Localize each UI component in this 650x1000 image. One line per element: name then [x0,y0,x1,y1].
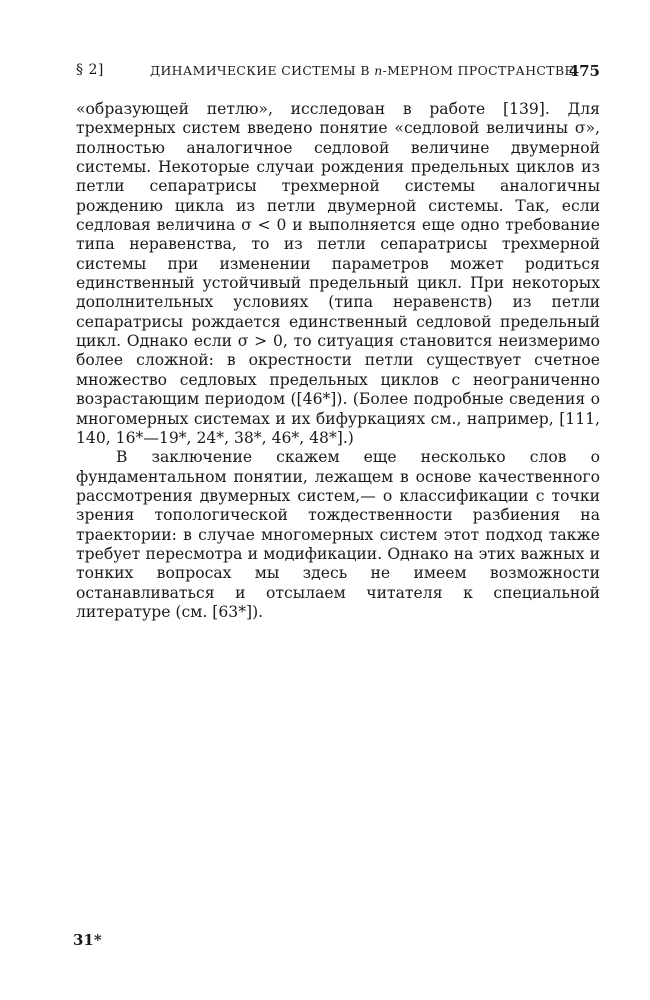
running-title [150,63,574,78]
running-title-part-2: -МЕРНОМ ПРОСТРАНСТВЕ [382,63,574,78]
body-text [76,100,600,622]
page-number: 475 [568,62,600,80]
section-number: § 2] [76,62,104,78]
page-header [76,62,600,84]
paragraph-1: «образующей петлю», исследован в работе [139]. Для трехмерных систем введено понятие «седловой величины σ», полностью аналогичное седловой величине двумерной системы. Некоторые случаи рождения предельных циклов из петли сепаратрисы трехмерной системы аналогичны рождению цикла из петли двумерной системы. Так, если седловая величина σ < 0 и выполняется еще одно требование типа неравенства, то из петли сепаратрисы трехмерной системы при изменении параметров может родиться единственный устойчивый предельный цикл. При некоторых дополнительных условиях (типа неравенств) из петли сепаратрисы рождается единственный седловой предельный цикл. Однако если σ > 0, то ситуация становится неизмеримо более сложной: в окрестности петли существует счетное множество седловых предельных циклов с неограниченно возрастающим периодом ([46*]). (Более подробные сведения о многомерных системах и их бифуркациях см., например, [111, 140, 16*—19*, 24*, 38*, 46*, 48*].) [76,100,600,447]
running-title-part-1: ДИНАМИЧЕСКИЕ СИСТЕМЫ В [150,63,375,78]
signature-mark: 31* [73,931,102,949]
running-title-variable: n [374,63,383,78]
paragraph-2: В заключение скажем еще несколько слов о фундаментальном понятии, лежащем в основе качественного рассмотрения двумерных систем,— о классификации с точки зрения топологической тождественности разбиения на траектории: в случае многомерных систем этот подход также требует пересмотра и модификации. Однако на этих важных и тонких вопросах мы здесь не имеем возможности останавливаться и отсылаем читателя к специальной литературе (см. [63*]). [76,448,600,621]
